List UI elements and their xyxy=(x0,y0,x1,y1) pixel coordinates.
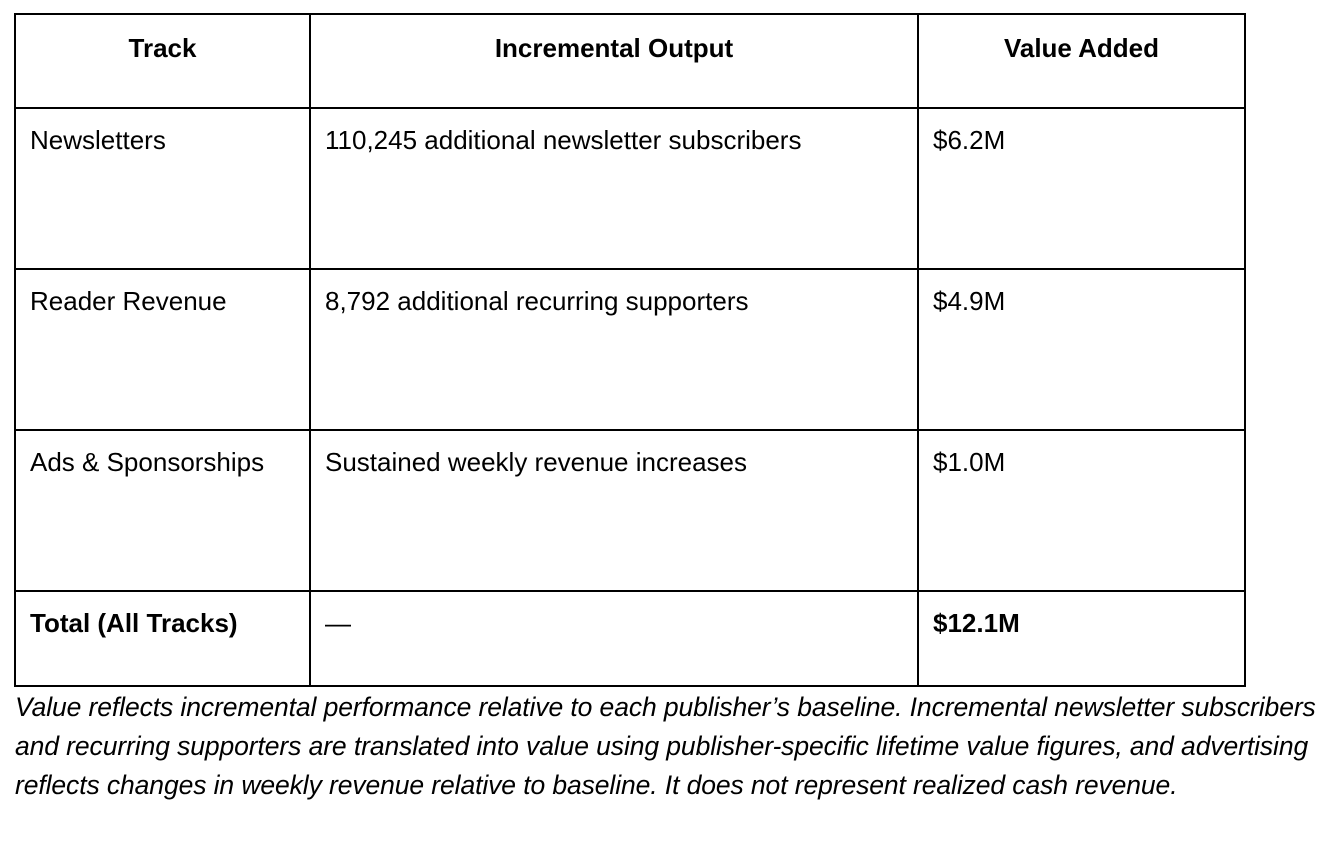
header-incremental-output: Incremental Output xyxy=(310,14,918,108)
track-cell: Reader Revenue xyxy=(15,269,310,430)
header-track: Track xyxy=(15,14,310,108)
table-footnote: Value reflects incremental performance relative to each publisher’s baseline. Incremental newsletter subscribers and recurring supporters are translated into value using publisher-specific lifetime value figures, and advertising reflects changes in weekly revenue relative to baseline. It does not represent realized cash revenue. xyxy=(15,692,1316,800)
total-track-cell: Total (All Tracks) xyxy=(15,591,310,686)
track-cell: Newsletters xyxy=(15,108,310,269)
header-value-added: Value Added xyxy=(918,14,1245,108)
value-cell: $4.9M xyxy=(918,269,1245,430)
table-row-total xyxy=(15,591,1245,686)
value-cell: $6.2M xyxy=(918,108,1245,269)
total-output-cell: — xyxy=(310,591,918,686)
track-cell: Ads & Sponsorships xyxy=(15,430,310,591)
value-added-table xyxy=(14,13,1246,687)
output-cell: 110,245 additional newsletter subscribers xyxy=(310,108,918,269)
table-row-ads-sponsorships xyxy=(15,430,1245,591)
table-row-newsletters xyxy=(15,108,1245,269)
table-header-row xyxy=(15,14,1245,108)
output-cell: 8,792 additional recurring supporters xyxy=(310,269,918,430)
output-cell: Sustained weekly revenue increases xyxy=(310,430,918,591)
total-value-cell: $12.1M xyxy=(918,591,1245,686)
table-row-reader-revenue xyxy=(15,269,1245,430)
value-cell: $1.0M xyxy=(918,430,1245,591)
